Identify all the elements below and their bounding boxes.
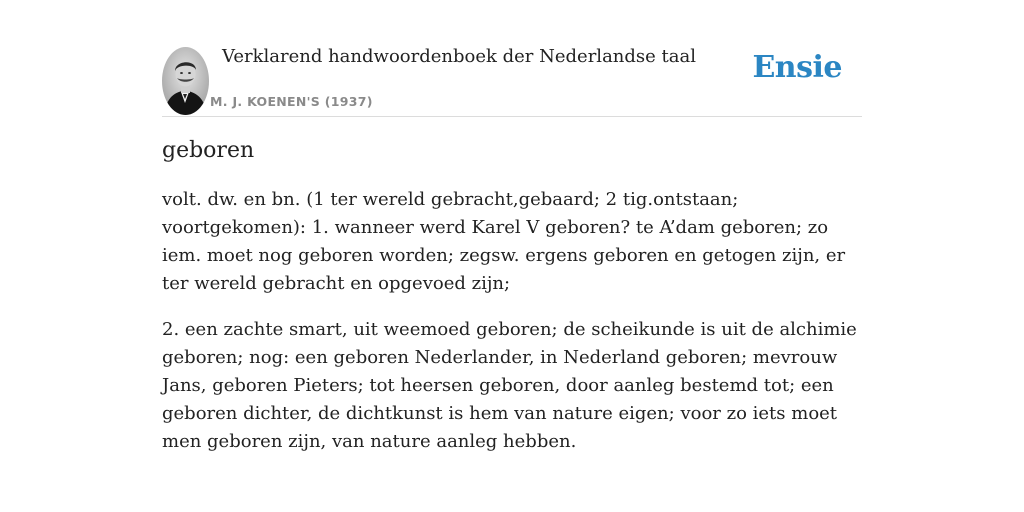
header: [162, 0, 862, 117]
book-subtitle: M. J. KOENEN'S (1937): [210, 94, 373, 109]
definition-paragraph: volt. dw. en bn. (1 ter wereld gebracht,gebaard; 2 tig.ontstaan; voortgekomen): 1. wanneer werd Karel V geboren? te A’dam geboren; zo iem. moet nog geboren worden; zegsw. ergens geboren en getogen zijn, er ter wereld gebracht en opgevoed zijn;: [162, 189, 846, 294]
book-title: Verklarend handwoordenboek der Nederlandse taal: [222, 46, 696, 67]
definition-paragraph: 2. een zachte smart, uit weemoed geboren; de scheikunde is uit de alchimie geboren; nog: een geboren Nederlander, in Nederland geboren; mevrouw Jans, geboren Pieters; tot heersen geboren, door aanleg bestemd tot; een geboren dichter, de dichtkunst is hem van nature eigen; voor zo iets moet men geboren zijn, van nature aanleg hebben.: [162, 319, 857, 452]
dictionary-entry: [162, 138, 862, 456]
entry-headword: geboren: [162, 138, 255, 163]
page-container: [162, 0, 862, 452]
author-portrait-icon: [162, 47, 209, 115]
brand-logo-link[interactable]: Ensie: [752, 50, 842, 85]
